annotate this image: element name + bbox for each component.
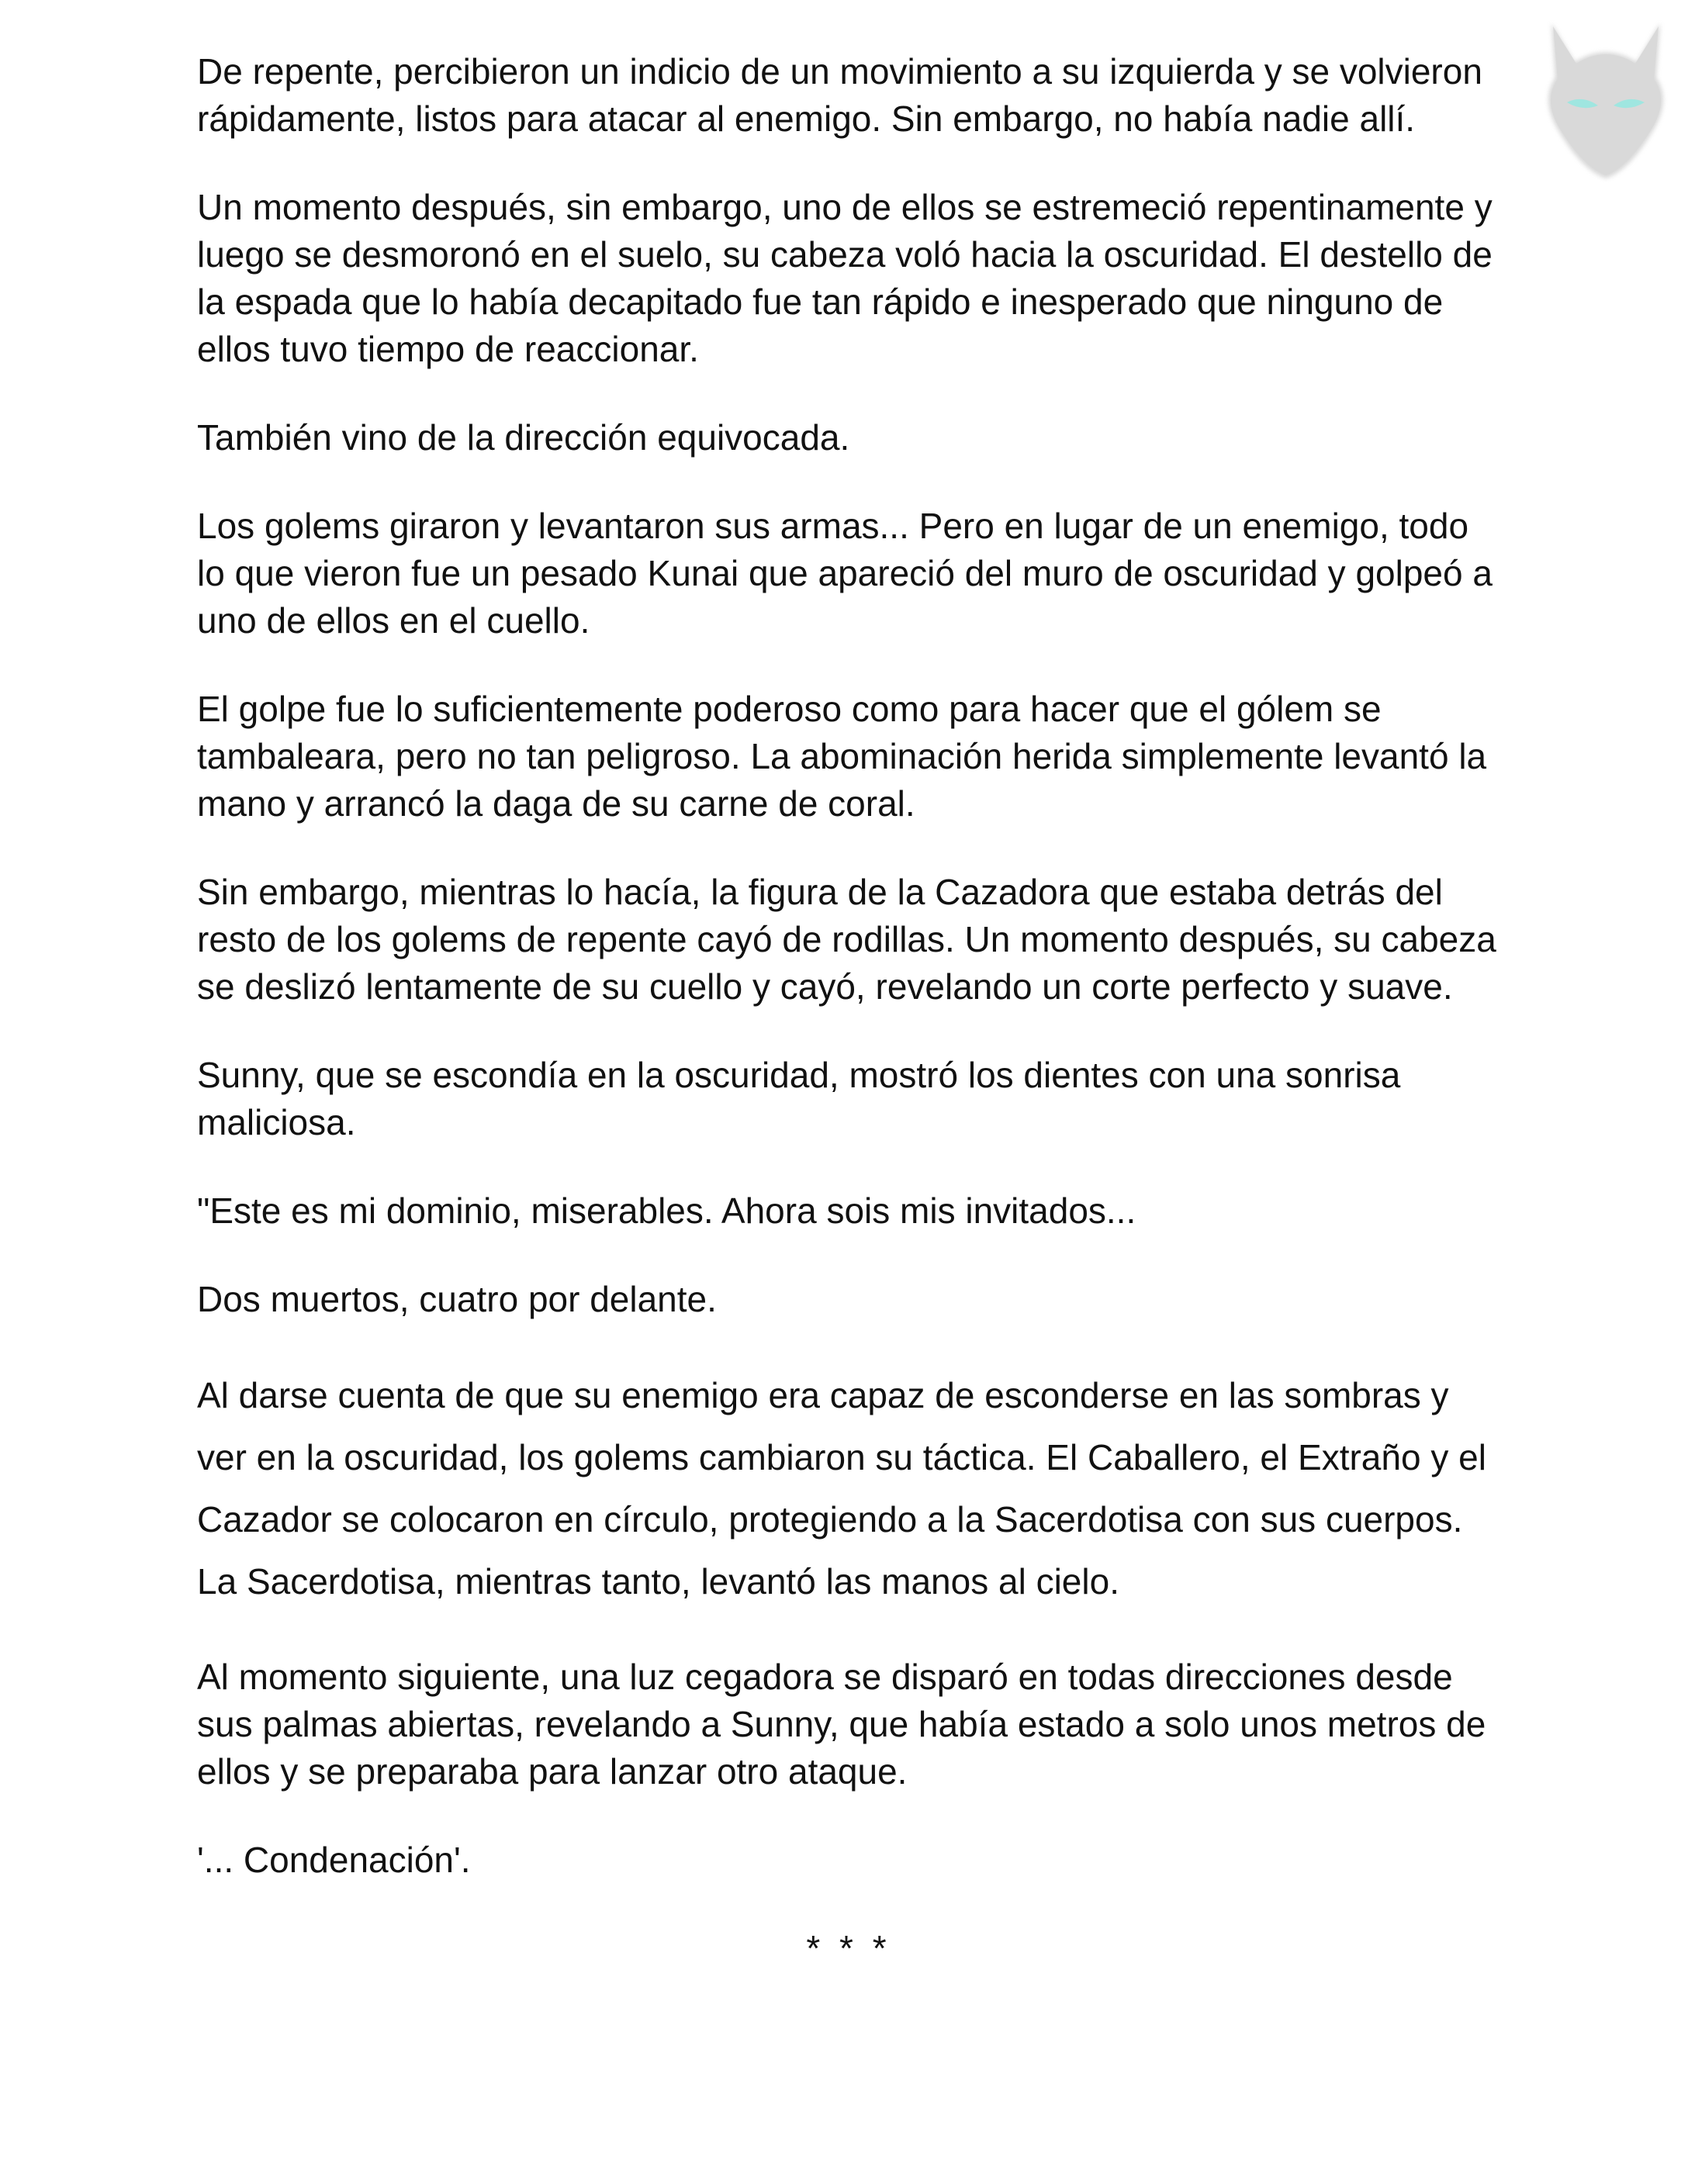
paragraph: También vino de la dirección equivocada. xyxy=(197,417,850,458)
paragraph: Un momento después, sin embargo, uno de ellos se estremeció repentinamente y luego se desmoronó en el suelo, su cabeza voló hacia la oscuridad. El destello de la espada que lo había decapitado fue tan rápido e inesperado que ninguno de ellos tuvo tiempo de reaccionar. xyxy=(197,187,1493,369)
paragraph: De repente, percibieron un indicio de un movimiento a su izquierda y se volvieron rápidamente, listos para atacar al enemigo. Sin embargo, no había nadie allí. xyxy=(197,51,1482,139)
paragraph: Dos muertos, cuatro por delante. xyxy=(197,1279,717,1319)
paragraph: Sin embargo, mientras lo hacía, la figura de la Cazadora que estaba detrás del resto de los golems de repente cayó de rodillas. Un momento después, su cabeza se deslizó lentamente de su cuello y cayó, revelando un corte perfecto y suave. xyxy=(197,872,1496,1007)
paragraph: Sunny, que se escondía en la oscuridad, mostró los dientes con una sonrisa maliciosa. xyxy=(197,1055,1401,1142)
paragraph: "Este es mi dominio, miserables. Ahora sois mis invitados... xyxy=(197,1190,1136,1231)
paragraph: Al momento siguiente, una luz cegadora se disparó en todas direcciones desde sus palmas abiertas, revelando a Sunny, que había estado a solo unos metros de ellos y se preparaba para lanzar otro ataque. xyxy=(197,1657,1486,1792)
paragraph: El golpe fue lo suficientemente poderoso como para hacer que el gólem se tambaleara, pero no tan peligroso. La abominación herida simplemente levantó la mano y arrancó la daga de su carne de coral. xyxy=(197,689,1487,824)
paragraph: Los golems giraron y levantaron sus armas... Pero en lugar de un enemigo, todo lo que vieron fue un pesado Kunai que apareció del muro de oscuridad y golpeó a uno de ellos en el cuello. xyxy=(197,506,1493,641)
demon-head-icon xyxy=(1528,16,1683,186)
paragraph: '... Condenación'. xyxy=(197,1840,471,1880)
section-separator: * * * xyxy=(806,1928,891,1968)
document-body xyxy=(197,48,1500,1972)
paragraph: Al darse cuenta de que su enemigo era capaz de esconderse en las sombras y ver en la oscuridad, los golems cambiaron su táctica. El Caballero, el Extraño y el Cazador se colocaron en círculo, protegiendo a la Sacerdotisa con sus cuerpos. La Sacerdotisa, mientras tanto, levantó las manos al cielo. xyxy=(197,1375,1486,1602)
